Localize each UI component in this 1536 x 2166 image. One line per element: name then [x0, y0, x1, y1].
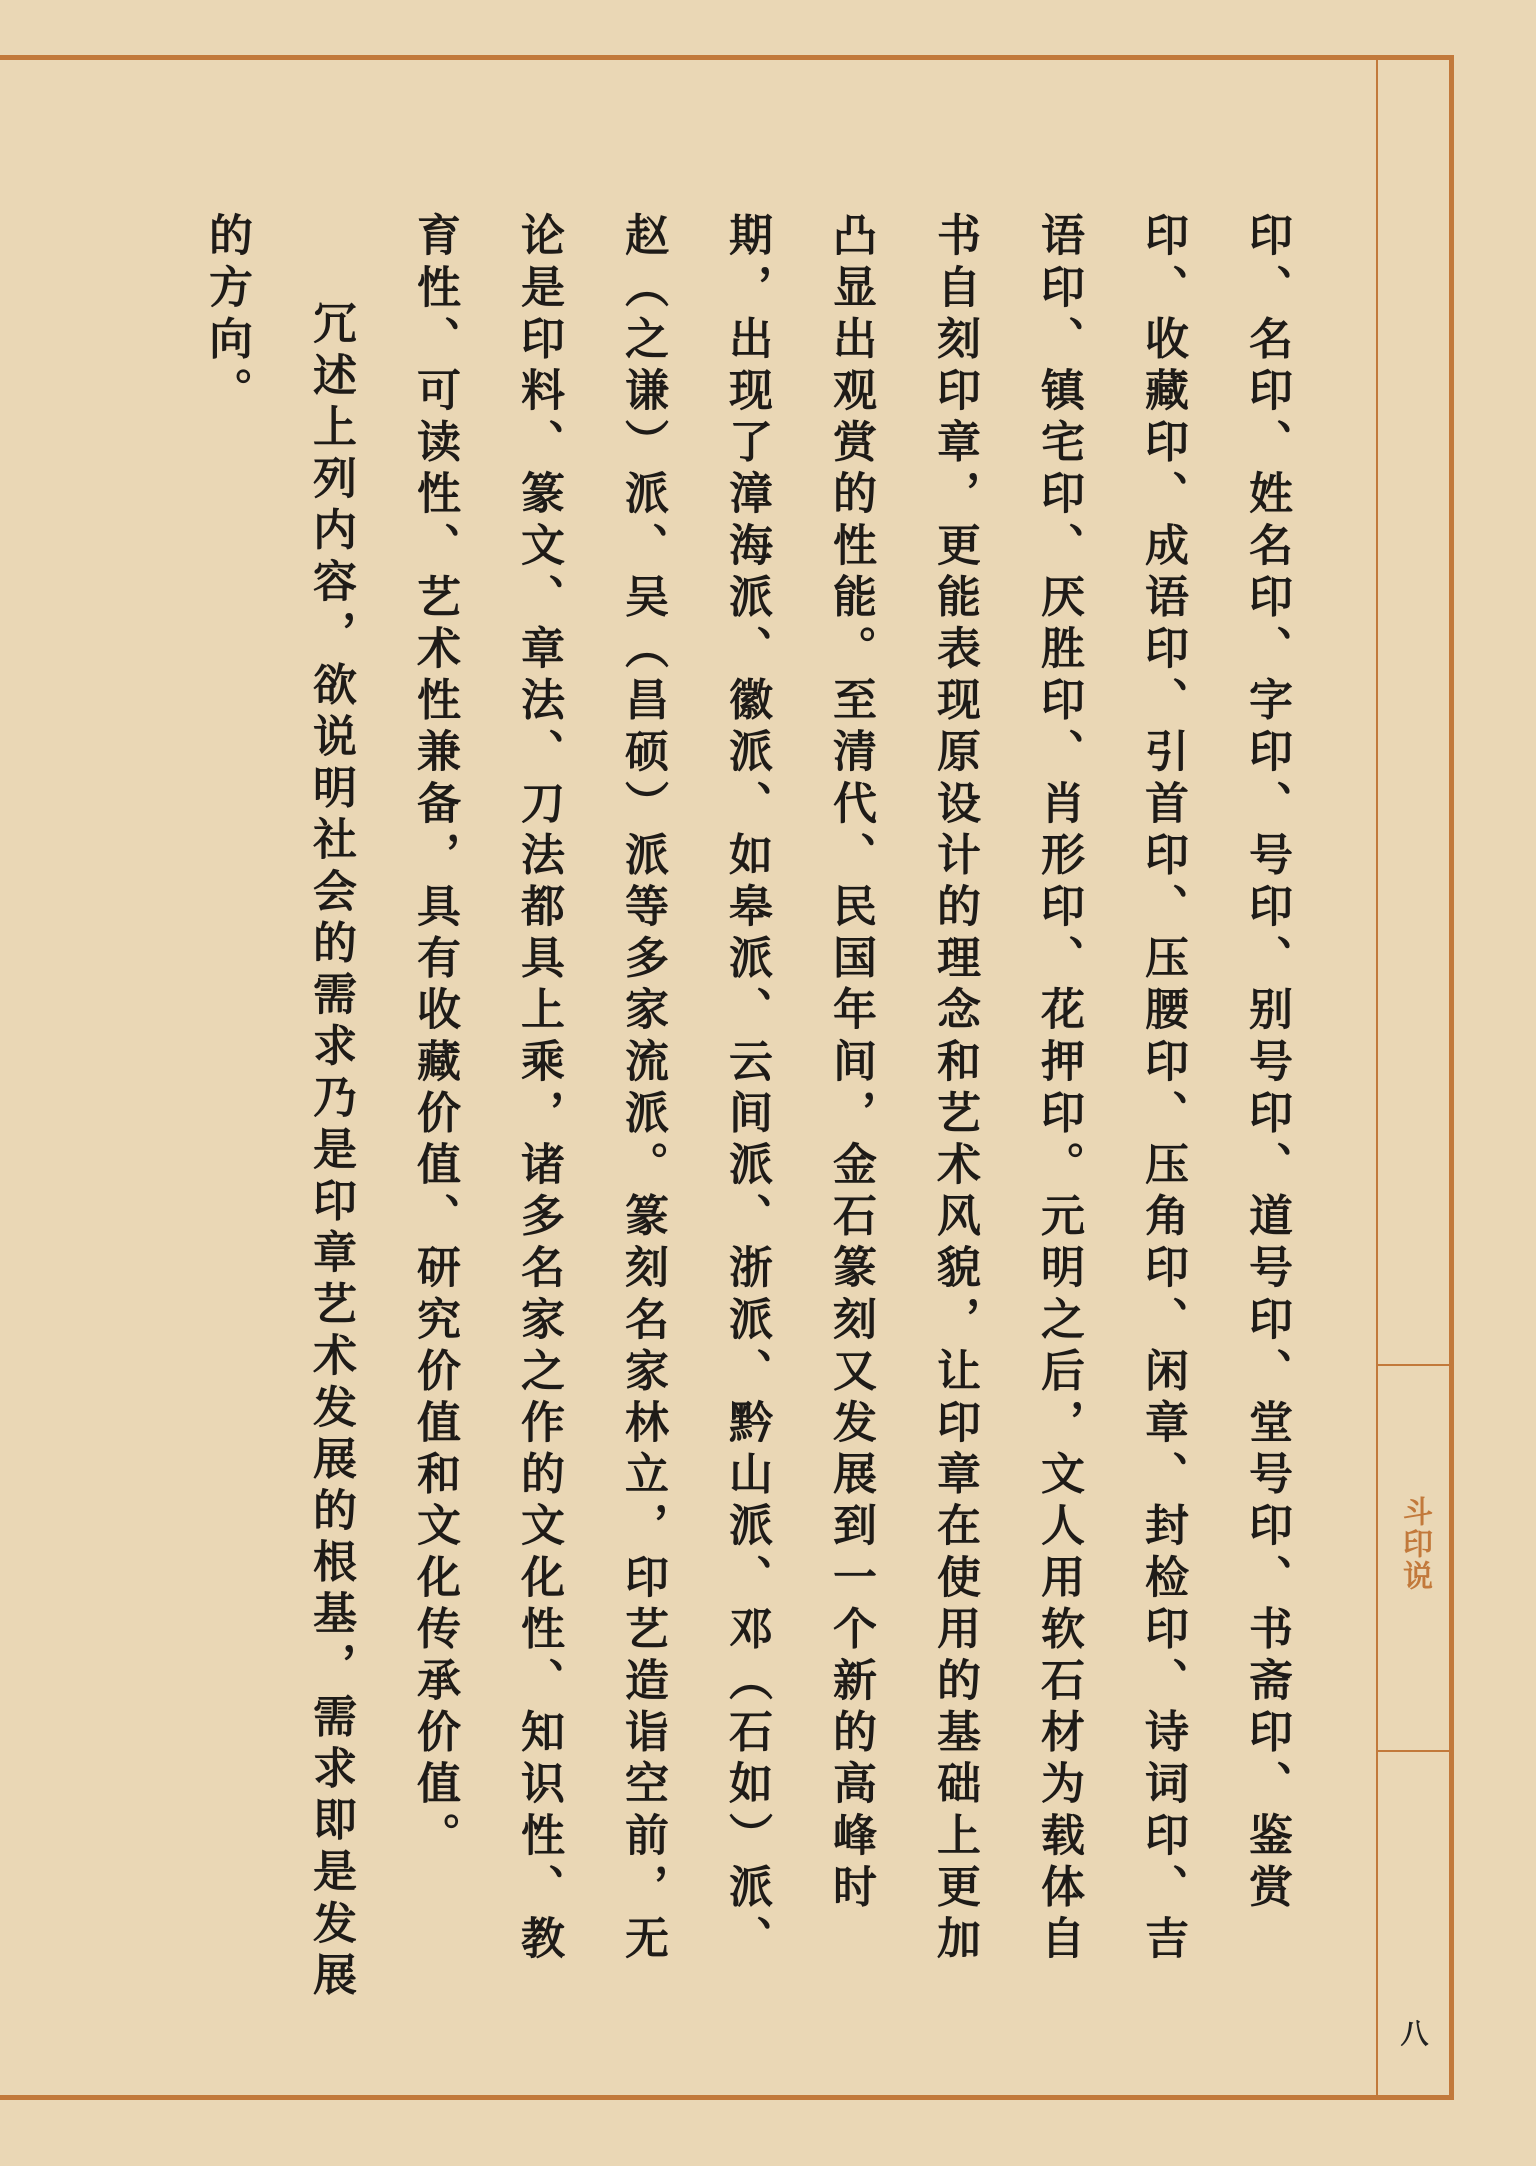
body-text: [174, 212, 1318, 2012]
running-title: 斗印说: [1397, 1496, 1432, 1592]
paragraph-2: 冗述上列内容，欲说明社会的需求乃是印章艺术发展的根基，需求即是发展的方向。: [201, 212, 356, 2003]
side-title-top-rule: [1376, 1364, 1453, 1366]
page-number: 八: [1400, 2017, 1429, 2050]
side-title-bottom-rule: [1376, 1750, 1453, 1752]
side-margin-rule: [1376, 60, 1378, 2100]
paragraph-1: 印、名印、姓名印、字印、号印、别号印、道号印、堂号印、书斋印、鉴赏印、收藏印、成语印、引首印、压腰印、压角印、闲章、封检印、诗词印、吉语印、镇宅印、厌胜印、肖形印、花押印。元明之后，文人用软石材为载体自书自刻印章，更能表现原设计的理念和艺术风貌，让印章在使用的基础上更加凸显出观赏的性能。至清代、民国年间，金石篆刻又发展到一个新的高峰时期，出现了漳海派、徽派、如皋派、云间派、浙派、黔山派、邓（石如）派、赵（之谦）派、吴（昌硕）派等多家流派。篆刻名家林立，印艺造诣空前，无论是印料、篆文、章法、刀法都具上乘，诸多名家之作的文化性、知识性、教育性、可读性、艺术性兼备，具有收藏价值、研究价值和文化传承价值。: [409, 212, 1292, 1967]
